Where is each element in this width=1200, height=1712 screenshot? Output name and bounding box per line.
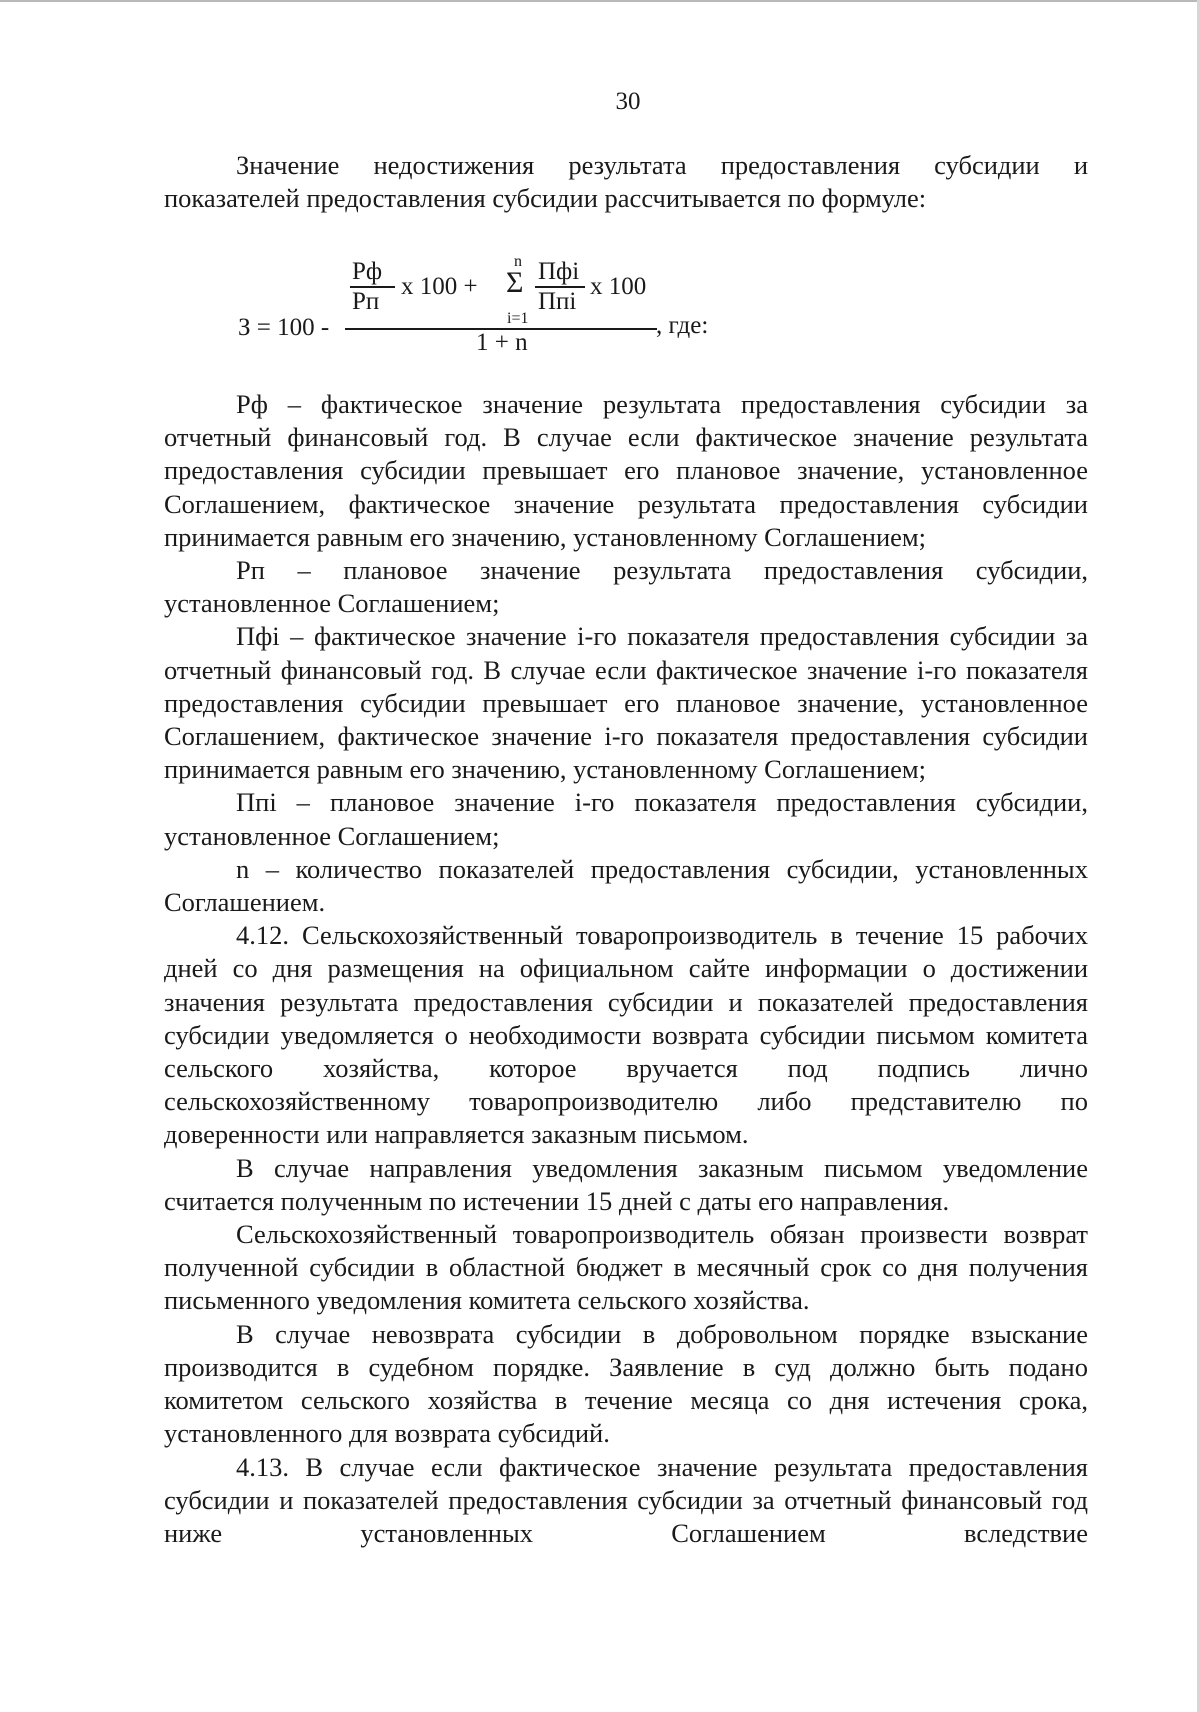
paragraph-court-recovery: В случае невозврата субсидии в добровольном порядке взыскание производится в судебном порядке. Заявление в суд должно быть подано комитетом сельского хозяйства в течение месяца со дня истечения срока, установленного для возврата субсидий. xyxy=(164,1318,1088,1449)
page-number: 30 xyxy=(615,88,641,115)
formula-frac2-top: Пфi xyxy=(538,258,580,285)
clause-4-13: 4.13. В случае если фактическое значение результата предоставления субсидии и показателей предоставления субсидии за отчетный финансовый год ниже установленных Соглашением вследствие xyxy=(164,1451,1088,1548)
formula-frac1-bottom: Рп xyxy=(352,288,380,315)
definition-rp: Рп – плановое значение результата предоставления субсидии, установленное Соглашением; xyxy=(164,555,1088,619)
formula-sum-symbol: Σ xyxy=(506,266,524,299)
definition-ppi: Ппi – плановое значение i-го показателя предоставления субсидии, установленное Соглашением; xyxy=(164,787,1088,851)
intro-paragraph: Значение недостижения результата предоставления субсидии и показателей предоставления субсидии рассчитывается по формуле: xyxy=(164,150,1088,214)
clause-4-12: 4.12. Сельскохозяйственный товаропроизводитель в течение 15 рабочих дней со дня размещения на официальном сайте информации о достижении значения результата предоставления субсидии и показателей предоставления субсидии уведомляется о необходимости возврата субсидии письмом комитета сельского хозяйства, которое вручается под подпись лично сельскохозяйственному товаропроизводителю либо представителю по доверенности или направляется заказным письмом. xyxy=(164,920,1088,1150)
paragraph-refund-obligation: Сельскохозяйственный товаропроизводитель обязан произвести возврат полученной субсидии в областной бюджет в месячный срок со дня получения письменного уведомления комитета сельского хозяйства. xyxy=(164,1219,1088,1316)
formula-suffix: , где: xyxy=(656,312,709,339)
definition-rf: Рф – фактическое значение результата предоставления субсидии за отчетный финансовый год. В случае если фактическое значение результата предоставления субсидии превышает его плановое значение, установленное Соглашением, фактическое значение результата предоставления субсидии принимается равным его значению, установленному Соглашением; xyxy=(164,389,1088,552)
intro-block xyxy=(164,149,1088,215)
formula-sum-upper: n xyxy=(514,253,522,270)
formula-lhs: З = 100 - xyxy=(238,314,330,341)
formula-denominator: 1 + n xyxy=(476,329,528,356)
body-text xyxy=(164,388,1088,1550)
paragraph-registered-letter: В случае направления уведомления заказным письмом уведомление считается полученным по истечении 15 дней с даты его направления. xyxy=(164,1152,1088,1216)
formula-times100-a: х 100 + xyxy=(401,273,478,300)
formula-frac2-bottom: Ппi xyxy=(538,288,577,315)
scan-border-top xyxy=(0,0,1200,2)
formula-sum-lower: i=1 xyxy=(507,310,529,327)
formula-frac1-top: Рф xyxy=(352,258,383,285)
formula-times100-b: х 100 xyxy=(590,273,647,300)
definition-n: n – количество показателей предоставления субсидии, установленных Соглашением. xyxy=(164,853,1088,918)
definition-pfi: Пфi – фактическое значение i-го показателя предоставления субсидии за отчетный финансовый год. В случае если фактическое значение i-го показателя предоставления субсидии превышает его плановое значение, установленное Соглашением, фактическое значение i-го показателя предоставления субсидии принимается равным его значению, установленному Соглашением; xyxy=(164,621,1088,785)
